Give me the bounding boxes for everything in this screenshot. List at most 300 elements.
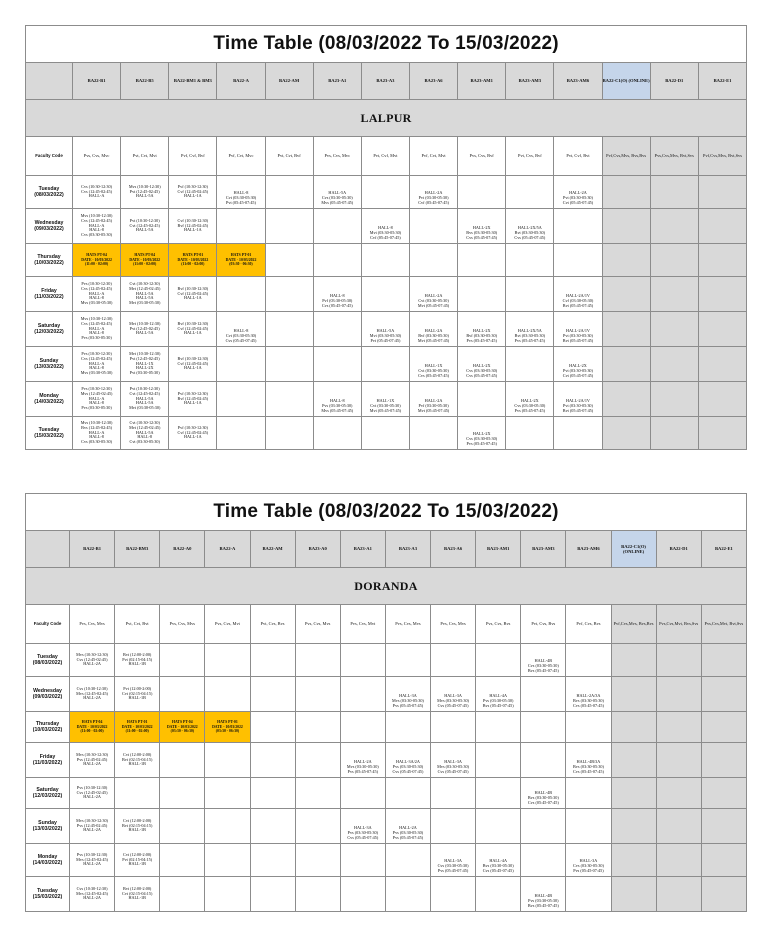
schedule-cell xyxy=(602,417,650,450)
schedule-cell: Pvf (10:30-12:30) Bvf (12:45-02:45) HALL-1A xyxy=(169,382,217,417)
faculty-code-label: Faculty Code xyxy=(26,137,73,176)
schedule-cell: HALL-2X Pvt (03:30-05:30) Cvt (05:45-07:45) xyxy=(554,347,602,382)
faculty-code: Pvt, Cvt, Bvf xyxy=(265,137,313,176)
schedule-cell xyxy=(554,417,602,450)
schedule-cell xyxy=(431,778,476,809)
schedule-cell xyxy=(698,312,746,347)
schedule-cell xyxy=(521,677,566,712)
schedule-cell xyxy=(611,712,656,743)
faculty-code: Pvs, Cvs, Mvs xyxy=(70,605,115,644)
schedule-cell xyxy=(313,347,361,382)
schedule-cell: HALL-2X Cvs (03:30-05:30) Pvs (05:45-07:45) xyxy=(458,417,506,450)
schedule-cell: Pvf (10:30-12:30) Cvf (12:45-02:45) HALL-1A xyxy=(169,176,217,209)
faculty-code: Pvs,Cvs,Mvs, Bvt,Svs xyxy=(650,137,698,176)
schedule-cell xyxy=(566,644,611,677)
schedule-cell: Mvs (10:30-12:30) Pvs (12:45-02:45) HALL-2A xyxy=(70,809,115,844)
column-header: BA23-A3 xyxy=(361,63,409,100)
sheet-title: Time Table (08/03/2022 To 15/03/2022) xyxy=(26,26,747,63)
day-label: Friday (11/03/2022) xyxy=(26,743,70,778)
schedule-cell xyxy=(656,809,701,844)
schedule-cell: HALL-3A Mvs (03:30-05:30) Cvs (05:45-07:45) xyxy=(431,677,476,712)
schedule-cell xyxy=(521,743,566,778)
schedule-cell: Cvt (12:00-2:00) Bvt (02:15-04:15) HALL-1B xyxy=(115,809,160,844)
schedule-cell xyxy=(409,209,457,244)
schedule-cell xyxy=(385,644,430,677)
schedule-cell xyxy=(698,209,746,244)
schedule-cell: Mvs (10:30-12:30) Cvs (12:45-02:45) HALL-A HALL-8 Cvs (03:30-05:30) xyxy=(73,209,121,244)
faculty-code: Pvf, Cvf, Bvf xyxy=(169,137,217,176)
schedule-cell: HALL-4B Pvs (03:30-05:30) Bvs (05:45-07:45) xyxy=(521,877,566,912)
schedule-cell: HALL-2A Pvt (03:30-05:30) Cvt (05:45-07:45) xyxy=(554,176,602,209)
schedule-cell: HALL-2X Cvs (03:30-05:30) Pvs (05:45-07:45) xyxy=(506,382,554,417)
schedule-cell: HALL-2X Bvf (03:30-05:30) Pvs (05:45-07:45) xyxy=(458,312,506,347)
schedule-cell: Mvs (10:30-12:30) Pvt (12:45-02:45) HALL-5A xyxy=(121,176,169,209)
schedule-cell xyxy=(160,677,205,712)
schedule-cell xyxy=(554,209,602,244)
day-label: Monday (14/03/2022) xyxy=(26,382,73,417)
schedule-cell xyxy=(385,877,430,912)
faculty-code: Pvs, Cvs, Mvc xyxy=(73,137,121,176)
schedule-cell: HALL-5A Cvs (03:30-05:30) Mvs (05:45-07:45) xyxy=(313,176,361,209)
faculty-code: Pvs,Cvs,Mvt, Bvt,Svs xyxy=(701,605,746,644)
schedule-cell xyxy=(602,244,650,277)
timetable-doranda xyxy=(25,493,746,912)
column-header: BA23-A1 xyxy=(313,63,361,100)
schedule-cell xyxy=(458,277,506,312)
schedule-cell xyxy=(265,417,313,450)
location-title: LALPUR xyxy=(26,100,747,137)
schedule-cell xyxy=(656,743,701,778)
schedule-cell xyxy=(698,176,746,209)
schedule-cell xyxy=(217,417,265,450)
schedule-cell: Pvt (10:30-12:30) Cvt (12:45-02:45) HALL-5A xyxy=(121,209,169,244)
faculty-code: Pvs, Cvs, Mvs xyxy=(385,605,430,644)
schedule-cell xyxy=(698,382,746,417)
schedule-cell xyxy=(701,778,746,809)
schedule-cell: Pvt (10:30-12:30) Cvt (12:45-02:45) HALL-5A HALL-5A Mvt (03:30-05:30) xyxy=(121,382,169,417)
faculty-code: Pvf,Cvs,Mvs, Bvs,Bvs xyxy=(602,137,650,176)
day-label: Monday (14/03/2022) xyxy=(26,844,70,877)
day-label: Wednesday (09/03/2022) xyxy=(26,677,70,712)
schedule-cell xyxy=(340,778,385,809)
schedule-cell: HALL-2A Pvt (03:30-05:30) Cvf (05:45-07:45) xyxy=(409,176,457,209)
schedule-cell xyxy=(160,809,205,844)
faculty-code: Pvt, Cvf, Bvt xyxy=(554,137,602,176)
schedule-cell xyxy=(656,844,701,877)
schedule-cell xyxy=(656,778,701,809)
schedule-cell xyxy=(476,743,521,778)
schedule-cell xyxy=(217,209,265,244)
faculty-code: Pvf, Cvs, Bvs xyxy=(566,605,611,644)
schedule-cell: HATS PT-01 DATE - 10/03/2022 (03:30 - 06:30) xyxy=(217,244,265,277)
schedule-cell xyxy=(340,677,385,712)
schedule-cell xyxy=(566,809,611,844)
column-header: BA22-B5 xyxy=(121,63,169,100)
schedule-cell xyxy=(250,644,295,677)
schedule-cell: Mvs (10:30-12:30) Cvs (12:45-02:45) HALL-2A xyxy=(70,644,115,677)
schedule-cell xyxy=(205,743,250,778)
schedule-cell xyxy=(265,244,313,277)
schedule-cell xyxy=(611,844,656,877)
schedule-cell: Mvt (10:30-12:30) Pvt (12:45-02:45) HALL-5A xyxy=(121,312,169,347)
schedule-cell xyxy=(205,644,250,677)
schedule-cell xyxy=(205,677,250,712)
schedule-cell xyxy=(650,347,698,382)
schedule-cell xyxy=(313,417,361,450)
schedule-cell: HALL-2A/1V Pvt (03:30-05:30) Bvt (05:45-07:45) xyxy=(554,382,602,417)
schedule-cell: HALL-5A Mvt (03:30-05:30) Pvt (05:45-07:45) xyxy=(361,312,409,347)
schedule-cell: HALL-2A/1V Cvf (03:30-05:30) Bvt (05:45-07:45) xyxy=(554,277,602,312)
schedule-cell: HALL-8 Pvs (03:30-05:30) Mvs (05:45-07:45) xyxy=(313,382,361,417)
day-label: Sunday (13/03/2022) xyxy=(26,809,70,844)
schedule-cell: Mvs (10:30-12:30) Bvs (12:45-02:45) HALL-A HALL-8 Cvs (03:30-05:30) xyxy=(73,417,121,450)
schedule-cell xyxy=(476,712,521,743)
schedule-cell: HALL-4B/3A Bvs (03:30-05:30) Cvs (05:45-07:45) xyxy=(566,743,611,778)
schedule-cell xyxy=(554,244,602,277)
schedule-cell xyxy=(476,778,521,809)
schedule-cell xyxy=(698,347,746,382)
schedule-cell: HALL-3A Pvs (03:30-05:30) Cvs (05:45-07:45) xyxy=(340,809,385,844)
column-header: BA22-D1 xyxy=(656,531,701,568)
schedule-cell xyxy=(431,809,476,844)
schedule-cell xyxy=(250,844,295,877)
schedule-cell: HALL-4A Bvs (03:30-05:30) Cvs (05:45-07:45) xyxy=(476,844,521,877)
schedule-cell xyxy=(265,312,313,347)
column-header: BA22-A xyxy=(217,63,265,100)
schedule-cell xyxy=(160,743,205,778)
schedule-cell xyxy=(650,417,698,450)
schedule-cell: HALL-8 Cvt (03:30-05:30) Pvt (05:45-07:45) xyxy=(217,176,265,209)
schedule-cell xyxy=(361,244,409,277)
schedule-cell xyxy=(250,677,295,712)
schedule-cell: HALL-3A Mvs (03:30-05:30) Cvs (05:45-07:45) xyxy=(431,743,476,778)
schedule-cell xyxy=(611,743,656,778)
schedule-cell xyxy=(340,877,385,912)
schedule-cell xyxy=(602,176,650,209)
schedule-cell xyxy=(566,877,611,912)
column-header: BA23-AM1 xyxy=(476,531,521,568)
schedule-cell xyxy=(250,877,295,912)
schedule-cell xyxy=(385,778,430,809)
schedule-cell xyxy=(521,712,566,743)
column-header: BA23-AM6 xyxy=(554,63,602,100)
schedule-cell xyxy=(431,644,476,677)
schedule-cell xyxy=(361,277,409,312)
schedule-cell xyxy=(340,844,385,877)
schedule-cell xyxy=(602,382,650,417)
schedule-cell: HALL-2A/3A Bvs (03:30-05:30) Cvs (05:45-07:45) xyxy=(566,677,611,712)
schedule-cell: HALL-4B Cvs (03:30-05:30) Bvs (05:45-07:45) xyxy=(521,644,566,677)
schedule-cell: HALL-4B Bvs (03:30-05:30) Cvs (05:45-07:45) xyxy=(521,778,566,809)
schedule-cell: HALL-1X Cvt (03:30-05:30) Mvt (05:45-07:45) xyxy=(361,382,409,417)
schedule-cell xyxy=(205,877,250,912)
day-label: Friday (11/03/2022) xyxy=(26,277,73,312)
faculty-code-label: Faculty Code xyxy=(26,605,70,644)
schedule-cell xyxy=(250,809,295,844)
schedule-cell xyxy=(701,712,746,743)
schedule-cell: Cvt (10:30-12:30) Mvt (12:45-02:45) HALL-5A HALL-8 Cvt (03:30-05:30) xyxy=(121,417,169,450)
column-header: BA22-A0 xyxy=(160,531,205,568)
schedule-cell xyxy=(506,347,554,382)
schedule-cell: Pvs (10:30-12:30) Cvs (12:45-02:45) HALL-2A xyxy=(70,778,115,809)
schedule-cell: HATS PT-01 DATE - 10/03/2022 (11:00 - 02:00) xyxy=(169,244,217,277)
faculty-code: Pvs, Cvs, Mvs xyxy=(431,605,476,644)
day-label: Saturday (12/03/2022) xyxy=(26,312,73,347)
schedule-cell xyxy=(521,809,566,844)
schedule-cell xyxy=(521,844,566,877)
schedule-cell: Bvf (10:30-12:30) Cvf (12:45-02:45) HALL-1A xyxy=(169,277,217,312)
schedule-cell: HALL-2A Mvs (03:30-05:30) Pvs (05:45-07:45) xyxy=(340,743,385,778)
schedule-cell xyxy=(361,417,409,450)
schedule-cell xyxy=(340,644,385,677)
schedule-cell: Cvt (12:00-2:00) Pvt (02:15-04:15) HALL-1B xyxy=(115,844,160,877)
schedule-cell xyxy=(656,712,701,743)
faculty-code: Pvs, Cvs, Mvt xyxy=(340,605,385,644)
day-label: Tuesday (15/03/2022) xyxy=(26,417,73,450)
schedule-cell xyxy=(476,644,521,677)
schedule-cell xyxy=(250,712,295,743)
schedule-cell xyxy=(250,743,295,778)
schedule-cell xyxy=(431,712,476,743)
day-label: Wednesday (09/03/2022) xyxy=(26,209,73,244)
schedule-cell xyxy=(698,417,746,450)
schedule-cell: Bvf (10:30-12:30) Cvf (12:45-02:45) HALL-1A xyxy=(169,312,217,347)
schedule-cell xyxy=(458,244,506,277)
schedule-cell xyxy=(265,277,313,312)
schedule-cell: Mvs (10:30-12:30) Cvs (12:45-02:45) HALL-A HALL-8 Pvs (03:30-05:30) xyxy=(73,312,121,347)
schedule-cell xyxy=(602,277,650,312)
schedule-cell xyxy=(698,244,746,277)
schedule-cell xyxy=(602,347,650,382)
timetable-lalpur xyxy=(25,25,746,450)
schedule-cell xyxy=(295,677,340,712)
schedule-cell: Cvt (10:30-12:30) Mvt (12:45-02:45) HALL-5A HALL-5A Mvt (03:30-05:30) xyxy=(121,277,169,312)
schedule-cell: HALL-4A Pvs (03:30-05:30) Bvs (05:45-07:45) xyxy=(476,677,521,712)
schedule-cell xyxy=(340,712,385,743)
column-header: BA23-A1 xyxy=(340,531,385,568)
column-header: BA22-AM xyxy=(250,531,295,568)
schedule-cell xyxy=(701,743,746,778)
schedule-cell: HALL-3A Mvs (03:30-05:30) Pvs (05:45-07:45) xyxy=(385,677,430,712)
schedule-cell xyxy=(611,778,656,809)
schedule-cell xyxy=(476,877,521,912)
faculty-code: Pvs, Cvs, Mvt xyxy=(205,605,250,644)
schedule-cell: Cvs (10:30-12:30) Cvs (12:45-02:45) HALL-A xyxy=(73,176,121,209)
day-label: Tuesday (15/03/2022) xyxy=(26,877,70,912)
faculty-code: Pvf, Cvt, Mvc xyxy=(217,137,265,176)
schedule-cell xyxy=(160,778,205,809)
faculty-code: Pvt, Cvt, Bvt xyxy=(115,605,160,644)
schedule-cell: Mvs (10:30-12:30) Pvs (12:45-02:45) HALL-2A xyxy=(70,743,115,778)
schedule-cell: HATS PT-04 DATE - 10/03/2022 (11:00 - 02:00) xyxy=(121,244,169,277)
schedule-cell xyxy=(566,778,611,809)
schedule-cell xyxy=(650,209,698,244)
schedule-cell xyxy=(265,209,313,244)
schedule-cell: Pvs (10:30-12:30) Cvs (12:45-02:45) HALL-A HALL-8 Mvs (03:30-05:30) xyxy=(73,277,121,312)
schedule-cell xyxy=(295,809,340,844)
day-label: Tuesday (08/03/2022) xyxy=(26,644,70,677)
column-header: BA23-A0 xyxy=(295,531,340,568)
column-header: BA22-A xyxy=(205,531,250,568)
column-header: BA23-AM3 xyxy=(521,531,566,568)
faculty-code: Pvs, Cvs, Bvs xyxy=(476,605,521,644)
column-header: BA23-AM6 xyxy=(566,531,611,568)
schedule-cell: HALL-2A Pvf (03:30-05:30) Mvt (05:45-07:45) xyxy=(409,382,457,417)
schedule-cell: Pvs (10:30-12:30) Mvs (12:45-02:45) HALL-2A xyxy=(70,844,115,877)
schedule-cell: Cvf (10:30-12:30) Bvf (12:45-02:45) HALL-1A xyxy=(169,209,217,244)
faculty-code: Pvs, Cvs, Bvf xyxy=(458,137,506,176)
column-header: BA22-E1 xyxy=(698,63,746,100)
schedule-cell: Pvt (12:00-2:00) Cvt (02:15-04:15) HALL-1B xyxy=(115,677,160,712)
schedule-cell xyxy=(265,347,313,382)
schedule-cell: HALL-2A Bvf (03:30-05:30) Mvt (05:45-07:45) xyxy=(409,312,457,347)
schedule-cell: HALL-2A Pvs (03:30-05:30) Pvs (05:45-07:45) xyxy=(385,809,430,844)
schedule-cell xyxy=(650,277,698,312)
column-header: BA22-C1(O) (ONLINE) xyxy=(611,531,656,568)
column-header: BA22-E1 xyxy=(701,531,746,568)
schedule-cell xyxy=(656,644,701,677)
schedule-cell xyxy=(506,277,554,312)
schedule-cell xyxy=(265,176,313,209)
faculty-code: Pvf, Cvt, Mvt xyxy=(409,137,457,176)
day-label: Tuesday (08/03/2022) xyxy=(26,176,73,209)
schedule-cell: HALL-2X Bvs (03:30-05:30) Cvs (05:45-07:45) xyxy=(458,209,506,244)
day-label: Sunday (13/03/2022) xyxy=(26,347,73,382)
schedule-cell: Pvf (10:30-12:30) Cvf (12:45-02:45) HALL-1A xyxy=(169,417,217,450)
schedule-cell xyxy=(409,244,457,277)
column-header: BA22-C1(O) (ONLINE) xyxy=(602,63,650,100)
column-header: BA23-A6 xyxy=(431,531,476,568)
schedule-cell xyxy=(217,347,265,382)
schedule-cell xyxy=(295,778,340,809)
faculty-code: Pvt, Cvs, Bvs xyxy=(521,605,566,644)
schedule-cell xyxy=(217,382,265,417)
column-header: BA23-AM1 xyxy=(458,63,506,100)
schedule-cell xyxy=(701,809,746,844)
header-corner xyxy=(26,531,70,568)
schedule-cell xyxy=(205,778,250,809)
schedule-cell: Cvs (10:30-12:30) Mvs (12:45-02:45) HALL-2A xyxy=(70,877,115,912)
schedule-cell xyxy=(115,778,160,809)
schedule-cell: HALL-8 Pvf (03:30-05:30) Cvs (05:45-07:45) xyxy=(313,277,361,312)
column-header: BA23-A3 xyxy=(385,531,430,568)
schedule-cell: Cvs (10:30-12:30) Mvs (12:45-02:45) HALL-2A xyxy=(70,677,115,712)
schedule-cell xyxy=(611,677,656,712)
schedule-cell xyxy=(650,382,698,417)
schedule-cell: HATS PT-04 DATE - 10/03/2022 (11:00 - 02:00) xyxy=(73,244,121,277)
schedule-cell: HALL-1X Cvt (03:30-05:30) Cvs (05:45-07:45) xyxy=(409,347,457,382)
schedule-cell xyxy=(656,877,701,912)
schedule-cell xyxy=(295,743,340,778)
column-header: BA22-B1 xyxy=(73,63,121,100)
schedule-cell xyxy=(650,244,698,277)
schedule-cell: Bvt (12:00-2:00) Pvt (02:15-04:15) HALL-1B xyxy=(115,644,160,677)
schedule-cell: HALL-2A Cvt (03:30-05:30) Mvt (05:45-07:45) xyxy=(409,277,457,312)
faculty-code: Pvt, Cvf, Mvt xyxy=(361,137,409,176)
schedule-cell xyxy=(265,382,313,417)
faculty-code: Pvt, Cvs, Bvf xyxy=(506,137,554,176)
schedule-cell: Bvt (12:00-2:00) Cvt (02:15-04:15) HALL-1B xyxy=(115,877,160,912)
header-corner xyxy=(26,63,73,100)
column-header: BA22-BM1 & BM3 xyxy=(169,63,217,100)
column-header: BA22-AM xyxy=(265,63,313,100)
schedule-cell xyxy=(698,277,746,312)
day-label: Thursday (10/03/2022) xyxy=(26,712,70,743)
schedule-cell xyxy=(506,417,554,450)
schedule-cell xyxy=(160,844,205,877)
schedule-cell xyxy=(385,844,430,877)
column-header: BA22-D1 xyxy=(650,63,698,100)
schedule-cell: HALL-2X/5A Bvt (03:30-05:30) Cvs (05:45-07:45) xyxy=(506,209,554,244)
schedule-cell xyxy=(250,778,295,809)
schedule-cell xyxy=(611,877,656,912)
column-header: BA23-AM3 xyxy=(506,63,554,100)
schedule-cell xyxy=(476,809,521,844)
faculty-code: Pvs, Cvs, Mvs xyxy=(160,605,205,644)
schedule-cell xyxy=(611,644,656,677)
schedule-cell: HATS PT-01 DATE - 10/03/2022 (03:30 - 06:30) xyxy=(205,712,250,743)
schedule-cell xyxy=(217,277,265,312)
faculty-code: Pvs, Cvs, Mvs xyxy=(295,605,340,644)
schedule-cell xyxy=(313,209,361,244)
schedule-cell: HALL-3A/2A Pvs (03:30-05:30) Cvs (05:45-07:45) xyxy=(385,743,430,778)
schedule-cell: HALL-3A Cvs (03:30-05:30) Pvs (05:45-07:45) xyxy=(431,844,476,877)
schedule-cell xyxy=(602,209,650,244)
column-header: BA22-B1 xyxy=(70,531,115,568)
sheet-title: Time Table (08/03/2022 To 15/03/2022) xyxy=(26,494,747,531)
faculty-code: Pvs,Cvs,Mvt, Bvs,Svs xyxy=(656,605,701,644)
schedule-cell: HATS PT-01 DATE - 10/03/2022 (11:00 - 02:00) xyxy=(115,712,160,743)
schedule-cell: HALL-8 Cvt (03:30-05:30) Cvs (05:45-07:45) xyxy=(217,312,265,347)
location-title: DORANDA xyxy=(26,568,747,605)
schedule-cell xyxy=(506,244,554,277)
schedule-cell xyxy=(295,644,340,677)
schedule-cell: HALL-2A/1V Pvt (03:30-05:30) Bvt (05:45-07:45) xyxy=(554,312,602,347)
schedule-cell xyxy=(506,176,554,209)
schedule-cell: HALL-2X/5A Bvt (03:30-05:30) Pvs (05:45-07:45) xyxy=(506,312,554,347)
timetable-grid xyxy=(25,493,747,912)
schedule-cell xyxy=(650,312,698,347)
schedule-cell: HALL-3A Cvs (03:30-05:30) Pvs (05:45-07:45) xyxy=(566,844,611,877)
schedule-cell xyxy=(701,677,746,712)
schedule-cell xyxy=(313,244,361,277)
schedule-cell xyxy=(656,677,701,712)
schedule-cell xyxy=(361,347,409,382)
schedule-cell xyxy=(205,809,250,844)
schedule-cell: HATS PT-04 DATE - 10/03/2022 (03:30 - 06:30) xyxy=(160,712,205,743)
schedule-cell xyxy=(602,312,650,347)
schedule-cell: Cvt (12:00-2:00) Bvt (02:15-04:15) HALL-1B xyxy=(115,743,160,778)
timetable-grid xyxy=(25,25,747,450)
schedule-cell: Pvs (10:30-12:30) Cvs (12:45-02:45) HALL-A HALL-8 Mvs (03:30-05:30) xyxy=(73,347,121,382)
schedule-cell xyxy=(160,877,205,912)
schedule-cell: Bvf (10:30-12:30) Cvf (12:45-02:45) HALL-1A xyxy=(169,347,217,382)
schedule-cell xyxy=(650,176,698,209)
schedule-cell: Mvt (10:30-12:30) Pvt (12:45-02:45) HALL-1X HALL-2X Pvt (03:30-05:30) xyxy=(121,347,169,382)
schedule-cell xyxy=(295,877,340,912)
faculty-code: Pvt, Cvs, Bvs xyxy=(250,605,295,644)
schedule-cell: HALL-8 Mvt (03:30-05:30) Cvf (05:45-07:45) xyxy=(361,209,409,244)
schedule-cell xyxy=(701,644,746,677)
schedule-cell xyxy=(611,809,656,844)
schedule-cell xyxy=(313,312,361,347)
schedule-cell xyxy=(409,417,457,450)
schedule-cell: Pvs (10:30-12:30) Mvs (12:45-02:45) HALL-A HALL-8 Pvs (03:30-05:30) xyxy=(73,382,121,417)
schedule-cell xyxy=(385,712,430,743)
schedule-cell xyxy=(701,877,746,912)
schedule-cell xyxy=(566,712,611,743)
schedule-cell: HATS PT-04 DATE - 10/03/2022 (11:00 - 02:00) xyxy=(70,712,115,743)
